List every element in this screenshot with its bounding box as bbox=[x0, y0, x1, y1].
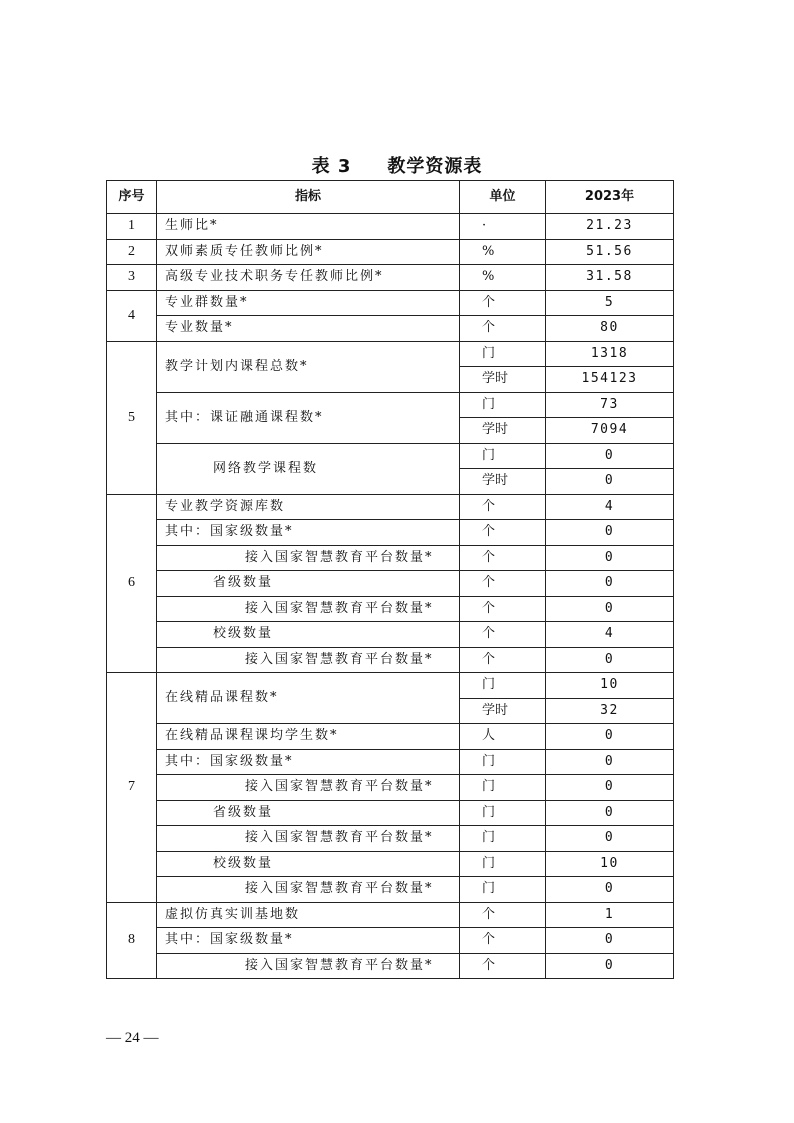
table-row bbox=[107, 443, 674, 469]
unit-cell: 个 bbox=[460, 647, 546, 673]
unit-cell: % bbox=[460, 265, 546, 291]
header-seq: 序号 bbox=[107, 181, 157, 214]
value-cell: 0 bbox=[546, 953, 674, 979]
table-row bbox=[107, 724, 674, 750]
indicator-cell: 接入国家智慧教育平台数量* bbox=[157, 545, 460, 571]
table-row bbox=[107, 902, 674, 928]
value-cell: 0 bbox=[546, 800, 674, 826]
value-cell: 0 bbox=[546, 647, 674, 673]
value-cell: 0 bbox=[546, 877, 674, 903]
value-cell: 0 bbox=[546, 749, 674, 775]
value-cell: 0 bbox=[546, 520, 674, 546]
value-cell: 0 bbox=[546, 596, 674, 622]
table-row bbox=[107, 494, 674, 520]
table-row bbox=[107, 928, 674, 954]
indicator-cell: 专业教学资源库数 bbox=[157, 494, 460, 520]
indicator-cell: 校级数量 bbox=[157, 851, 460, 877]
indicator-cell: 其中：课证融通课程数* bbox=[157, 392, 460, 443]
table-row bbox=[107, 214, 674, 240]
indicator-cell: 接入国家智慧教育平台数量* bbox=[157, 596, 460, 622]
unit-cell: 门 bbox=[460, 877, 546, 903]
unit-cell: 学时 bbox=[460, 469, 546, 495]
header-unit: 单位 bbox=[460, 181, 546, 214]
indicator-cell: 虚拟仿真实训基地数 bbox=[157, 902, 460, 928]
value-cell: 10 bbox=[546, 673, 674, 699]
value-cell: 0 bbox=[546, 826, 674, 852]
table-row bbox=[107, 749, 674, 775]
indicator-cell: 接入国家智慧教育平台数量* bbox=[157, 775, 460, 801]
teaching-resources-table bbox=[106, 180, 674, 979]
value-cell: 73 bbox=[546, 392, 674, 418]
indicator-cell: 专业数量* bbox=[157, 316, 460, 342]
indicator-cell: 高级专业技术职务专任教师比例* bbox=[157, 265, 460, 291]
table-row bbox=[107, 392, 674, 418]
seq-cell: 8 bbox=[107, 902, 157, 979]
value-cell: 32 bbox=[546, 698, 674, 724]
indicator-cell: 接入国家智慧教育平台数量* bbox=[157, 826, 460, 852]
page-number: — 24 — bbox=[106, 1030, 159, 1046]
table-row bbox=[107, 571, 674, 597]
unit-cell: 学时 bbox=[460, 698, 546, 724]
value-cell: 0 bbox=[546, 571, 674, 597]
unit-cell: 个 bbox=[460, 520, 546, 546]
table-row bbox=[107, 826, 674, 852]
unit-cell: 门 bbox=[460, 392, 546, 418]
table-row bbox=[107, 520, 674, 546]
unit-cell: 个 bbox=[460, 290, 546, 316]
table-name: 教学资源表 bbox=[387, 156, 483, 177]
seq-cell: 4 bbox=[107, 290, 157, 341]
indicator-cell: 专业群数量* bbox=[157, 290, 460, 316]
value-cell: 0 bbox=[546, 775, 674, 801]
unit-cell: 个 bbox=[460, 316, 546, 342]
indicator-cell: 网络教学课程数 bbox=[157, 443, 460, 494]
table-row bbox=[107, 800, 674, 826]
indicator-cell: 省级数量 bbox=[157, 571, 460, 597]
unit-cell: 个 bbox=[460, 571, 546, 597]
value-cell: 4 bbox=[546, 622, 674, 648]
indicator-cell: 接入国家智慧教育平台数量* bbox=[157, 877, 460, 903]
value-cell: 154123 bbox=[546, 367, 674, 393]
seq-cell: 2 bbox=[107, 239, 157, 265]
table-row bbox=[107, 953, 674, 979]
table-row bbox=[107, 877, 674, 903]
table-row bbox=[107, 265, 674, 291]
unit-cell: 门 bbox=[460, 826, 546, 852]
value-cell: 4 bbox=[546, 494, 674, 520]
table-row bbox=[107, 316, 674, 342]
indicator-cell: 在线精品课程课均学生数* bbox=[157, 724, 460, 750]
indicator-cell: 其中：国家级数量* bbox=[157, 520, 460, 546]
unit-cell: 个 bbox=[460, 953, 546, 979]
table-number: 表 3 bbox=[311, 156, 352, 177]
unit-cell: 个 bbox=[460, 622, 546, 648]
seq-cell: 7 bbox=[107, 673, 157, 903]
table-row bbox=[107, 647, 674, 673]
value-cell: 0 bbox=[546, 443, 674, 469]
unit-cell: 学时 bbox=[460, 367, 546, 393]
unit-cell: 门 bbox=[460, 800, 546, 826]
unit-cell: 门 bbox=[460, 775, 546, 801]
value-cell: 80 bbox=[546, 316, 674, 342]
value-cell: 1318 bbox=[546, 341, 674, 367]
table-header-row bbox=[107, 181, 674, 214]
value-cell: 0 bbox=[546, 928, 674, 954]
unit-cell: 个 bbox=[460, 494, 546, 520]
header-indicator: 指标 bbox=[157, 181, 460, 214]
seq-cell: 5 bbox=[107, 341, 157, 494]
table-row bbox=[107, 545, 674, 571]
unit-cell: 学时 bbox=[460, 418, 546, 444]
unit-cell: 门 bbox=[460, 341, 546, 367]
value-cell: 1 bbox=[546, 902, 674, 928]
indicator-cell: 在线精品课程数* bbox=[157, 673, 460, 724]
header-year: 2023年 bbox=[546, 181, 674, 214]
unit-cell: 门 bbox=[460, 443, 546, 469]
indicator-cell: 其中：国家级数量* bbox=[157, 749, 460, 775]
unit-cell: 门 bbox=[460, 749, 546, 775]
unit-cell: 个 bbox=[460, 596, 546, 622]
table-row bbox=[107, 596, 674, 622]
table-row bbox=[107, 673, 674, 699]
table-row bbox=[107, 851, 674, 877]
seq-cell: 1 bbox=[107, 214, 157, 240]
value-cell: 0 bbox=[546, 469, 674, 495]
seq-cell: 6 bbox=[107, 494, 157, 673]
table-row bbox=[107, 341, 674, 367]
unit-cell: 个 bbox=[460, 545, 546, 571]
unit-cell: 门 bbox=[460, 673, 546, 699]
indicator-cell: 教学计划内课程总数* bbox=[157, 341, 460, 392]
unit-cell: · bbox=[460, 214, 546, 240]
value-cell: 21.23 bbox=[546, 214, 674, 240]
indicator-cell: 校级数量 bbox=[157, 622, 460, 648]
indicator-cell: 接入国家智慧教育平台数量* bbox=[157, 647, 460, 673]
table-row bbox=[107, 239, 674, 265]
value-cell: 0 bbox=[546, 724, 674, 750]
value-cell: 51.56 bbox=[546, 239, 674, 265]
table-row bbox=[107, 775, 674, 801]
unit-cell: 门 bbox=[460, 851, 546, 877]
indicator-cell: 接入国家智慧教育平台数量* bbox=[157, 953, 460, 979]
seq-cell: 3 bbox=[107, 265, 157, 291]
indicator-cell: 生师比* bbox=[157, 214, 460, 240]
indicator-cell: 省级数量 bbox=[157, 800, 460, 826]
indicator-cell: 双师素质专任教师比例* bbox=[157, 239, 460, 265]
table-row bbox=[107, 622, 674, 648]
value-cell: 5 bbox=[546, 290, 674, 316]
unit-cell: 个 bbox=[460, 902, 546, 928]
table-title bbox=[0, 152, 794, 178]
unit-cell: 人 bbox=[460, 724, 546, 750]
value-cell: 0 bbox=[546, 545, 674, 571]
table-row bbox=[107, 290, 674, 316]
value-cell: 31.58 bbox=[546, 265, 674, 291]
value-cell: 10 bbox=[546, 851, 674, 877]
unit-cell: 个 bbox=[460, 928, 546, 954]
value-cell: 7094 bbox=[546, 418, 674, 444]
indicator-cell: 其中：国家级数量* bbox=[157, 928, 460, 954]
unit-cell: % bbox=[460, 239, 546, 265]
